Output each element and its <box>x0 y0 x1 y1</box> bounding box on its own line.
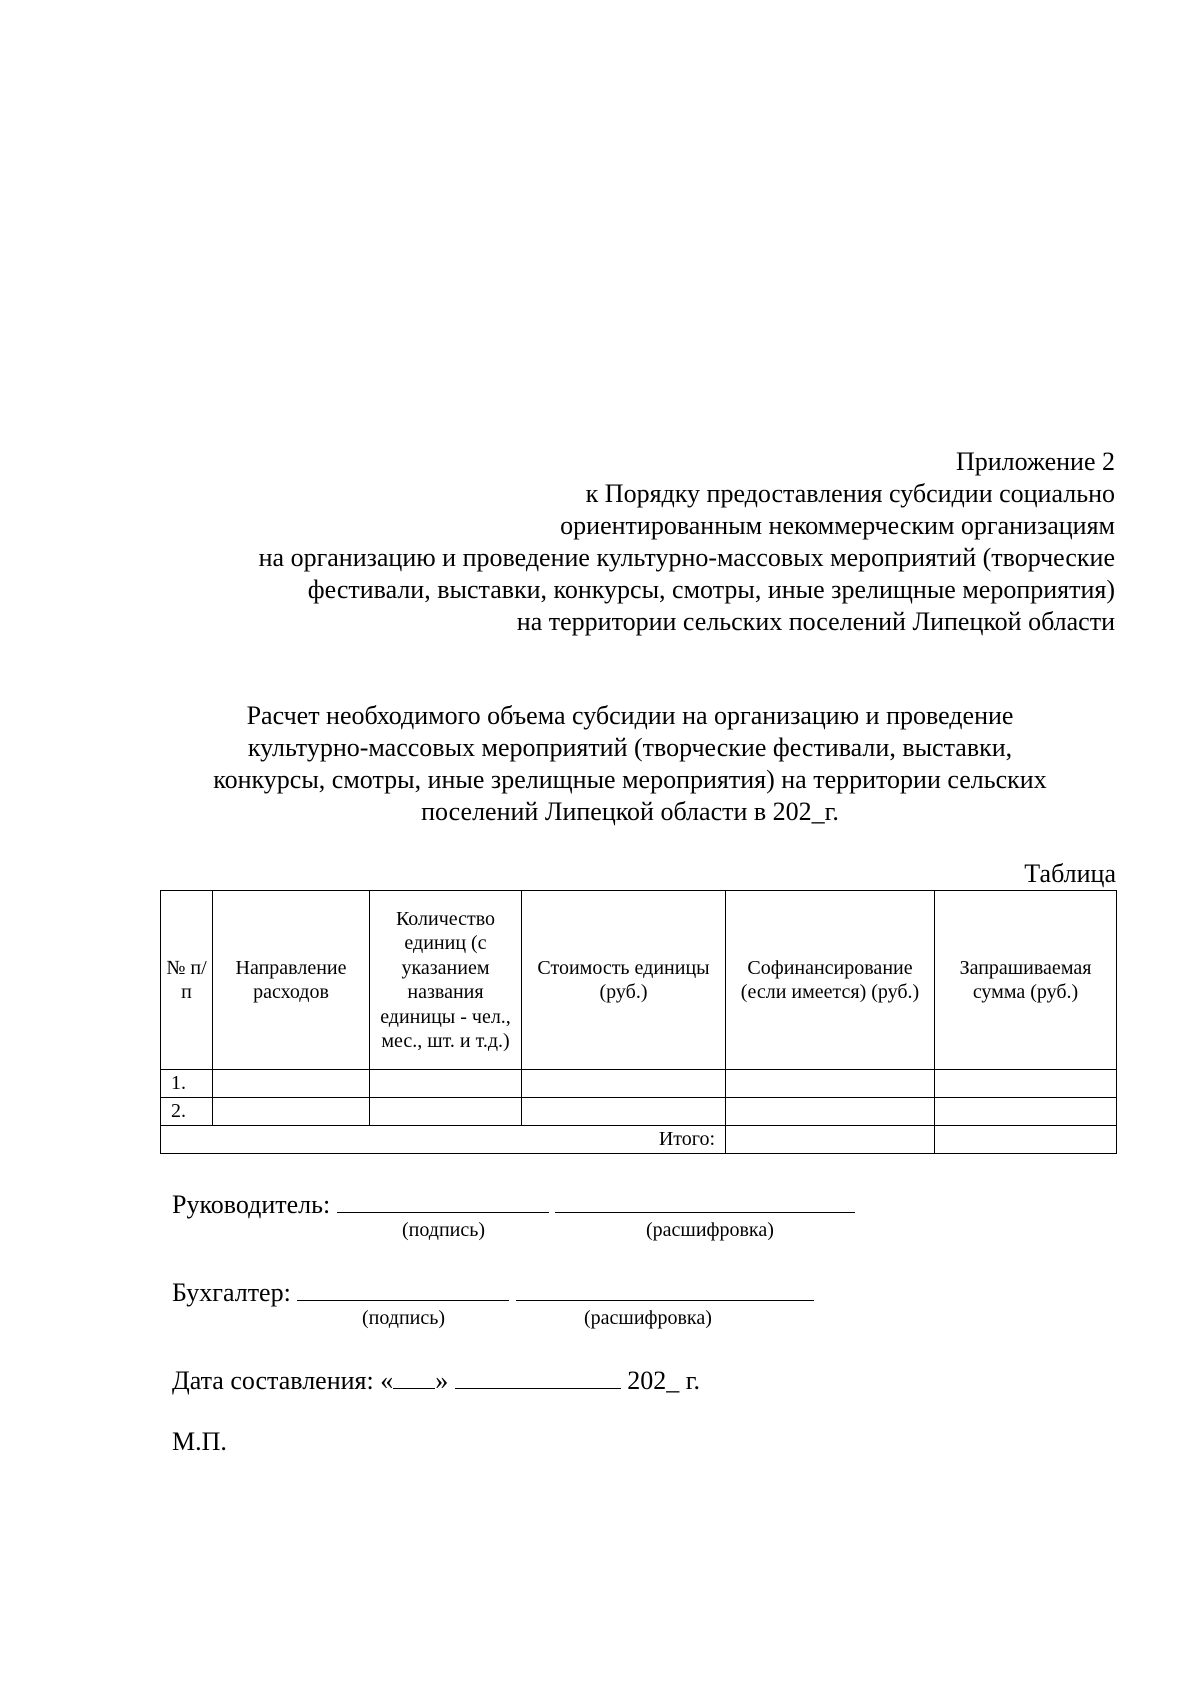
stamp-place: М.П. <box>172 1427 227 1456</box>
appendix-line: на организацию и проведение культурно-массовых мероприятий (творческие <box>258 543 1115 572</box>
table-row <box>161 1098 1117 1126</box>
title-line: поселений Липецкой области в 202_г. <box>421 797 839 826</box>
row-number: 1. <box>161 1070 213 1098</box>
date-label: Дата составления: « <box>172 1366 394 1395</box>
title-line: конкурсы, смотры, иные зрелищные мероприятия) на территории сельских <box>213 765 1047 794</box>
table-header-row <box>161 891 1117 1070</box>
date-quote-close: » <box>435 1366 449 1395</box>
accountant-decoding-caption: (расшифровка) <box>584 1307 712 1329</box>
head-signature-caption: (подпись) <box>402 1219 486 1241</box>
head-decoding-caption: (расшифровка) <box>646 1219 774 1241</box>
table-cell[interactable] <box>935 1070 1117 1098</box>
appendix-line: на территории сельских поселений Липецкой области <box>516 607 1115 636</box>
header-quantity: Количество единиц (с указанием названия единицы - чел., мес., шт. и т.д.) <box>370 891 522 1070</box>
table-cell[interactable] <box>726 1098 935 1126</box>
table-cell[interactable] <box>935 1098 1117 1126</box>
header-direction: Направление расходов <box>213 891 370 1070</box>
total-cofinancing-cell[interactable] <box>726 1126 935 1154</box>
accountant-label: Бухгалтер: <box>172 1278 291 1307</box>
title-line: культурно-массовых мероприятий (творческие фестивали, выставки, <box>247 733 1013 762</box>
appendix-line: фестивали, выставки, конкурсы, смотры, иные зрелищные мероприятия) <box>307 575 1115 604</box>
table-total-row <box>161 1126 1117 1154</box>
appendix-line: Приложение 2 <box>955 447 1115 476</box>
accountant-signature-field[interactable] <box>297 1274 509 1301</box>
head-signature-field[interactable] <box>337 1186 549 1213</box>
table-cell[interactable] <box>370 1098 522 1126</box>
table-cell[interactable] <box>522 1098 726 1126</box>
header-number: № п/п <box>161 891 213 1070</box>
date-year: 202_ г. <box>627 1366 700 1395</box>
table-row <box>161 1070 1117 1098</box>
head-decoding-field[interactable] <box>555 1186 855 1213</box>
row-number: 2. <box>161 1098 213 1126</box>
date-line <box>172 1362 700 1397</box>
table-label: Таблица <box>1024 859 1116 888</box>
head-signature-line <box>172 1186 855 1221</box>
header-requested-sum: Запрашиваемая сумма (руб.) <box>935 891 1117 1070</box>
title-line: Расчет необходимого объема субсидии на организацию и проведение <box>246 701 1014 730</box>
head-label: Руководитель: <box>172 1190 331 1219</box>
table-cell[interactable] <box>522 1070 726 1098</box>
table-cell[interactable] <box>726 1070 935 1098</box>
appendix-header <box>115 446 1115 638</box>
date-day-field[interactable] <box>393 1362 435 1389</box>
appendix-line: к Порядку предоставления субсидии социально <box>585 479 1115 508</box>
date-month-field[interactable] <box>455 1362 621 1389</box>
accountant-decoding-field[interactable] <box>516 1274 814 1301</box>
accountant-signature-line <box>172 1274 814 1309</box>
appendix-line: ориентированным некоммерческим организациям <box>560 511 1115 540</box>
header-unit-cost: Стоимость единицы (руб.) <box>522 891 726 1070</box>
document-title <box>120 700 1140 828</box>
header-cofinancing: Софинансирование (если имеется) (руб.) <box>726 891 935 1070</box>
calculation-table <box>160 890 1117 1154</box>
total-label: Итого: <box>161 1126 726 1154</box>
table-cell[interactable] <box>370 1070 522 1098</box>
total-requested-cell[interactable] <box>935 1126 1117 1154</box>
accountant-signature-caption: (подпись) <box>362 1307 446 1329</box>
table-cell[interactable] <box>213 1070 370 1098</box>
table-cell[interactable] <box>213 1098 370 1126</box>
